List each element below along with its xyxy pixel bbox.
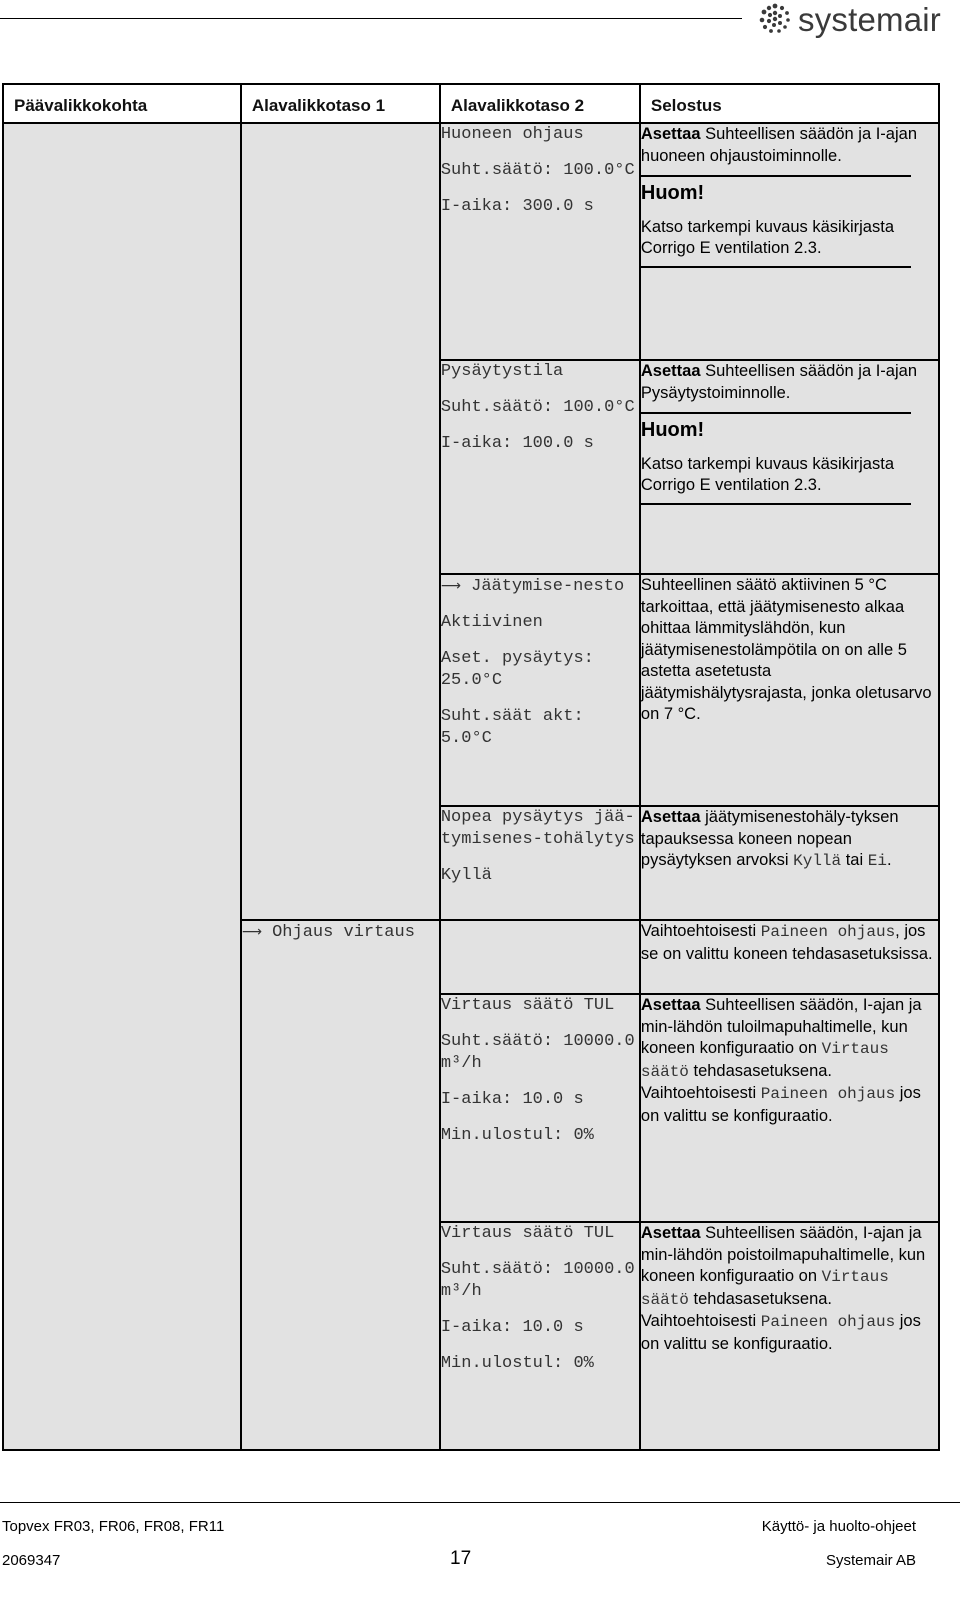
- desc-text: tai: [841, 851, 868, 869]
- menu-value: Suht.säätö: 100.0°C: [440, 398, 635, 417]
- menu-item: Virtaus säätö TUL: [440, 1224, 615, 1243]
- desc-mono: Paineen ohjaus: [760, 1313, 896, 1331]
- header-sublevel-2: Alavalikkotaso 2: [440, 84, 640, 123]
- description-cell: [640, 123, 939, 360]
- desc-mono: Virtaus säätö: [640, 1268, 889, 1309]
- menu-value: Aset. pysäytys: 25.0°C: [440, 649, 594, 690]
- menu-value: Suht.säätö: 10000.0 m³/h: [440, 1032, 635, 1073]
- menu-value: I-aika: 10.0 s: [440, 1090, 584, 1109]
- desc-text: tehdasasetuksena. Vaihtoehtoisesti: [640, 1289, 833, 1330]
- header-rule: [0, 18, 742, 19]
- menu-item: Ohjaus virtaus: [272, 923, 415, 942]
- menu-value: Aktiivinen: [440, 613, 543, 632]
- menu-value: Suht.säätö: 100.0°C: [440, 161, 635, 180]
- option-no: Ei: [867, 852, 887, 870]
- desc-text: tehdasasetuksena. Vaihtoehtoisesti: [640, 1061, 833, 1102]
- note-rule: [641, 175, 911, 177]
- menu-item: Virtaus säätö TUL: [440, 996, 615, 1015]
- supply-flow-cell: [440, 994, 640, 1222]
- menu-value: Kyllä: [440, 866, 492, 885]
- menu-value: Min.ulostul: 0%: [440, 1354, 594, 1373]
- menu-value: I-aika: 100.0 s: [440, 434, 594, 453]
- note-rule: [641, 266, 911, 268]
- menu-value: I-aika: 300.0 s: [440, 197, 594, 216]
- brand-name: systemair: [798, 1, 941, 38]
- desc-text: Suhteellinen säätö aktiivinen 5 °C tarkoittaa, että jäätymisenesto alkaa ohittaa lämmityslähdön, kun jäätymisenestolämpötila on on alle 5 astetta asetetusta jäätymishälytysrajasta, jonka oletusarvo on 7 °C.: [640, 576, 932, 723]
- page-number: 17: [450, 1548, 472, 1569]
- arrow-right-icon: ⟶: [241, 924, 262, 940]
- option-yes: Kyllä: [793, 852, 842, 870]
- desc-text: Vaihtoehtoisesti: [640, 922, 761, 940]
- note-title: Huom!: [640, 182, 705, 204]
- desc-text: Suhteellisen säädön ja I-ajan Pysäytystoiminnolle.: [640, 362, 917, 402]
- desc-mono: Paineen ohjaus: [760, 923, 896, 941]
- desc-bold: Asettaa: [640, 808, 701, 826]
- desc-text: jos on valittu se konfiguraatio.: [640, 1312, 921, 1353]
- sublevel1-cell: [241, 123, 440, 920]
- menu-item: Nopea pysäytys jää-tymisenes-tohälytys: [440, 808, 635, 849]
- description-cell: [640, 920, 939, 994]
- footer-product: Topvex FR03, FR06, FR08, FR11: [2, 1518, 225, 1535]
- frost-protection-cell: [440, 574, 640, 806]
- header-main-menu: Päävalikkokohta: [3, 84, 241, 123]
- note-rule: [641, 412, 911, 414]
- menu-table: [2, 83, 940, 1451]
- menu-value: I-aika: 10.0 s: [440, 1318, 584, 1337]
- footer-doc-number: 2069347: [2, 1552, 61, 1569]
- note-rule: [641, 503, 911, 505]
- desc-text: , jos se on valittu koneen tehdasasetuksissa.: [640, 922, 933, 963]
- footer-rule: [0, 1502, 960, 1503]
- extract-flow-cell: [440, 1222, 640, 1450]
- desc-bold: Asettaa: [640, 362, 701, 380]
- menu-value: Suht.säätö: 10000.0 m³/h: [440, 1260, 635, 1301]
- quick-stop-cell: [440, 806, 640, 920]
- stop-mode-cell: [440, 360, 640, 574]
- description-cell: [640, 1222, 939, 1450]
- desc-text: jäätymisenestohäly-tyksen tapauksessa koneen nopean pysäytyksen arvoksi: [640, 808, 899, 869]
- main-menu-cell: [3, 123, 241, 1450]
- flow-control-cell: [241, 920, 440, 1450]
- desc-bold: Asettaa: [640, 996, 701, 1014]
- header-description: Selostus: [640, 84, 939, 123]
- desc-text: Suhteellisen säädön ja I-ajan huoneen ohjaustoiminnolle.: [640, 125, 917, 165]
- desc-bold: Asettaa: [640, 1224, 701, 1242]
- room-control-cell: [440, 123, 640, 360]
- description-cell: [640, 806, 939, 920]
- logo-mark-icon: [758, 2, 792, 36]
- footer-manual: Käyttö- ja huolto-ohjeet: [761, 1518, 916, 1535]
- note-text: Katso tarkempi kuvaus käsikirjasta Corrigo E ventilation 2.3.: [640, 454, 894, 494]
- note-title: Huom!: [640, 419, 705, 441]
- desc-text: Suhteellisen säädön, I-ajan ja min-lähdön poistoilmapuhaltimelle, kun koneen konfiguraatio on: [640, 1224, 926, 1285]
- desc-text: Suhteellisen säädön, I-ajan ja min-lähdön tuloilmapuhaltimelle, kun koneen konfiguraatio on: [640, 996, 922, 1057]
- header-sublevel-1: Alavalikkotaso 1: [241, 84, 440, 123]
- desc-text: jos on valittu se konfiguraatio.: [640, 1084, 921, 1125]
- desc-mono: Paineen ohjaus: [760, 1085, 896, 1103]
- menu-item: Pysäytystila: [440, 362, 564, 381]
- menu-value: Suht.säät akt: 5.0°C: [440, 707, 584, 748]
- menu-item: Jäätymise-nesto: [471, 577, 625, 596]
- menu-value: Min.ulostul: 0%: [440, 1126, 594, 1145]
- desc-bold: Asettaa: [640, 125, 701, 143]
- footer-company: Systemair AB: [825, 1552, 916, 1569]
- desc-text: .: [886, 851, 892, 869]
- note-text: Katso tarkempi kuvaus käsikirjasta Corrigo E ventilation 2.3.: [640, 217, 894, 257]
- description-cell: [640, 994, 939, 1222]
- menu-item: Huoneen ohjaus: [440, 125, 584, 144]
- desc-mono: Virtaus säätö: [640, 1040, 889, 1081]
- description-cell: [640, 360, 939, 574]
- systemair-logo: [758, 0, 958, 44]
- arrow-right-icon: ⟶: [440, 578, 461, 594]
- description-cell: [640, 574, 939, 806]
- table-row: [3, 123, 939, 360]
- table-header-row: [3, 84, 939, 123]
- empty-cell: [440, 920, 640, 994]
